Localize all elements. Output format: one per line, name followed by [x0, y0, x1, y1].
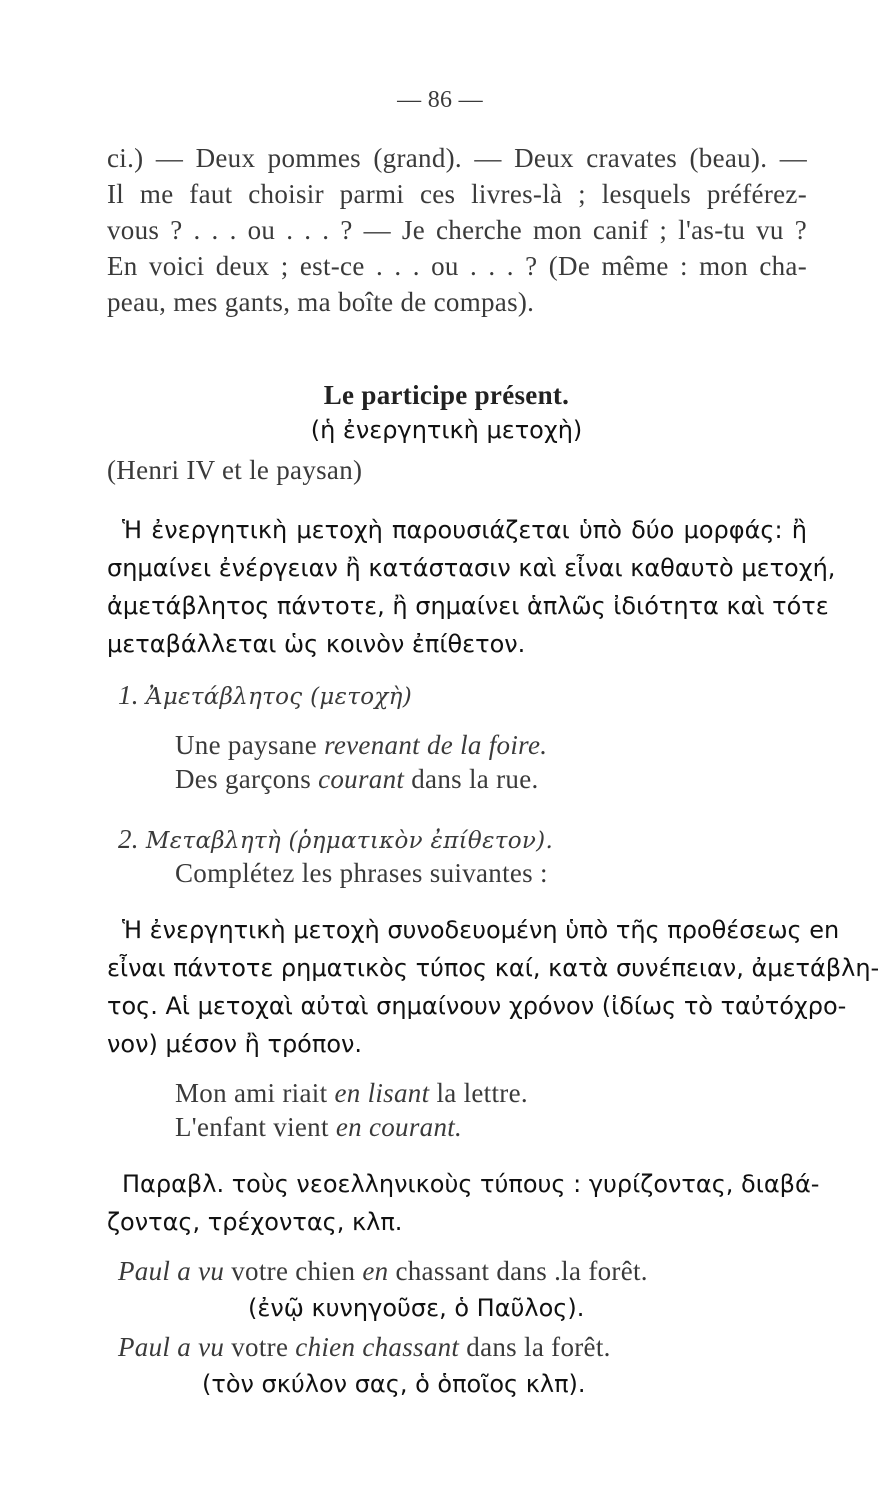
intro-line-4: En voici deux ; est-ce . . . ou . . . ? (De même : mon cha- [107, 251, 807, 281]
example-emphasis: revenant de la foire. [324, 730, 548, 760]
example-text: L'enfant vient [175, 1112, 329, 1142]
example-text: dans la rue. [411, 764, 539, 794]
para1-line-4: μεταβάλλεται ὡς κοινὸν ἐπίθετον. [107, 630, 526, 658]
intro-line-1: ci.) — Deux pommes (grand). — Deux cravates (beau). — [107, 143, 807, 173]
item1-title: Ἀμετάβλητος (μετοχὴ) [145, 684, 413, 710]
para1-line-2: σημαίνει ἐνέργειαν ἢ κατάστασιν καὶ εἶναι καθαυτὸ μετοχή, [107, 554, 836, 582]
item1-example-1 [175, 732, 547, 759]
item1-heading [118, 682, 412, 709]
para1-line-1: Ἡ ἐνεργητικὴ μετοχὴ παρουσιάζεται ὑπὸ δύο μορφάς: ἢ [122, 516, 807, 544]
example-text: Mon ami riait [175, 1078, 328, 1108]
examples3-greek-1: (ἐνῷ κυνηγοῦσε, ὁ Παῦλος). [248, 1294, 585, 1322]
example-emphasis: en courant. [335, 1112, 463, 1142]
item2-instruction: Complétez les phrases suivantes : [175, 858, 548, 888]
para2-line-3: τος. Αἱ μετοχαὶ αὐταὶ σημαίνουν χρόνον (ἰδίως τὸ ταὐτόχρο- [107, 992, 847, 1020]
intro-line-5: peau, mes gants, ma boîte de compas). [107, 287, 535, 317]
example-emphasis: en lisant [334, 1078, 430, 1108]
para2-line-1: Ἡ ἐνεργητικὴ μετοχὴ συνοδευομένη ὑπὸ τῆς προθέσεως en [122, 916, 840, 944]
example-text: la lettre. [436, 1078, 528, 1108]
para3-line-2: ζοντας, τρέχοντας, κλπ. [107, 1208, 403, 1236]
example-emphasis: Paul a vu [118, 1332, 225, 1362]
para3-line-1: Παραβλ. τοὺς νεοελληνικοὺς τύπους : γυρίζοντας, διαβά- [122, 1170, 820, 1198]
example-emphasis: courant [318, 764, 405, 794]
example-emphasis: Paul a vu [118, 1256, 225, 1286]
example-emphasis: en [362, 1256, 389, 1286]
para2-line-2: εἶναι πάντοτε ρηματικὸς τύπος καί, κατὰ συνέπειαν, ἀμετάβλη- [107, 954, 880, 982]
section-title: Le participe présent. [323, 380, 570, 410]
example-emphasis: chien chassant [295, 1332, 460, 1362]
examples2-line-1 [175, 1080, 528, 1107]
intro-line-3: vous ? . . . ou . . . ? — Je cherche mon canif ; l'as-tu vu ? [107, 215, 807, 245]
examples3-greek-2: (τὸν σκύλον σας, ὁ ὁποῖος κλπ). [202, 1370, 586, 1398]
examples3-line-1 [118, 1258, 648, 1285]
examples3-line-2 [118, 1334, 611, 1361]
example-text: votre chien [231, 1256, 356, 1286]
para1-line-3: ἀμετάβλητος πάντοτε, ἢ σημαίνει ἁπλῶς ἰδιότητα καὶ τότε [107, 592, 829, 620]
examples2-line-2 [175, 1114, 462, 1141]
item2-number: 2. [118, 824, 139, 854]
item1-example-2 [175, 766, 539, 793]
section-subtitle: (ἡ ἐνεργητικὴ μετοχὴ) [310, 416, 583, 444]
para2-line-4: νον) μέσον ἢ τρόπον. [107, 1030, 363, 1058]
intro-line-2: Il me faut choisir parmi ces livres-là ; lesquels préférez- [107, 179, 807, 209]
example-text: chassant dans .la forêt. [395, 1256, 648, 1286]
example-text: votre [231, 1332, 289, 1362]
example-text: Des garçons [175, 764, 312, 794]
example-text: dans la forêt. [466, 1332, 611, 1362]
item1-number: 1. [118, 680, 139, 710]
page-number: — 86 — [397, 87, 483, 113]
item2-heading [118, 826, 553, 853]
item2-title: Μεταβλητὴ (ῥηματικὸν ἐπίθετον). [145, 828, 554, 854]
reading-title: (Henri IV et le paysan) [107, 455, 363, 485]
example-text: Une paysane [175, 730, 317, 760]
